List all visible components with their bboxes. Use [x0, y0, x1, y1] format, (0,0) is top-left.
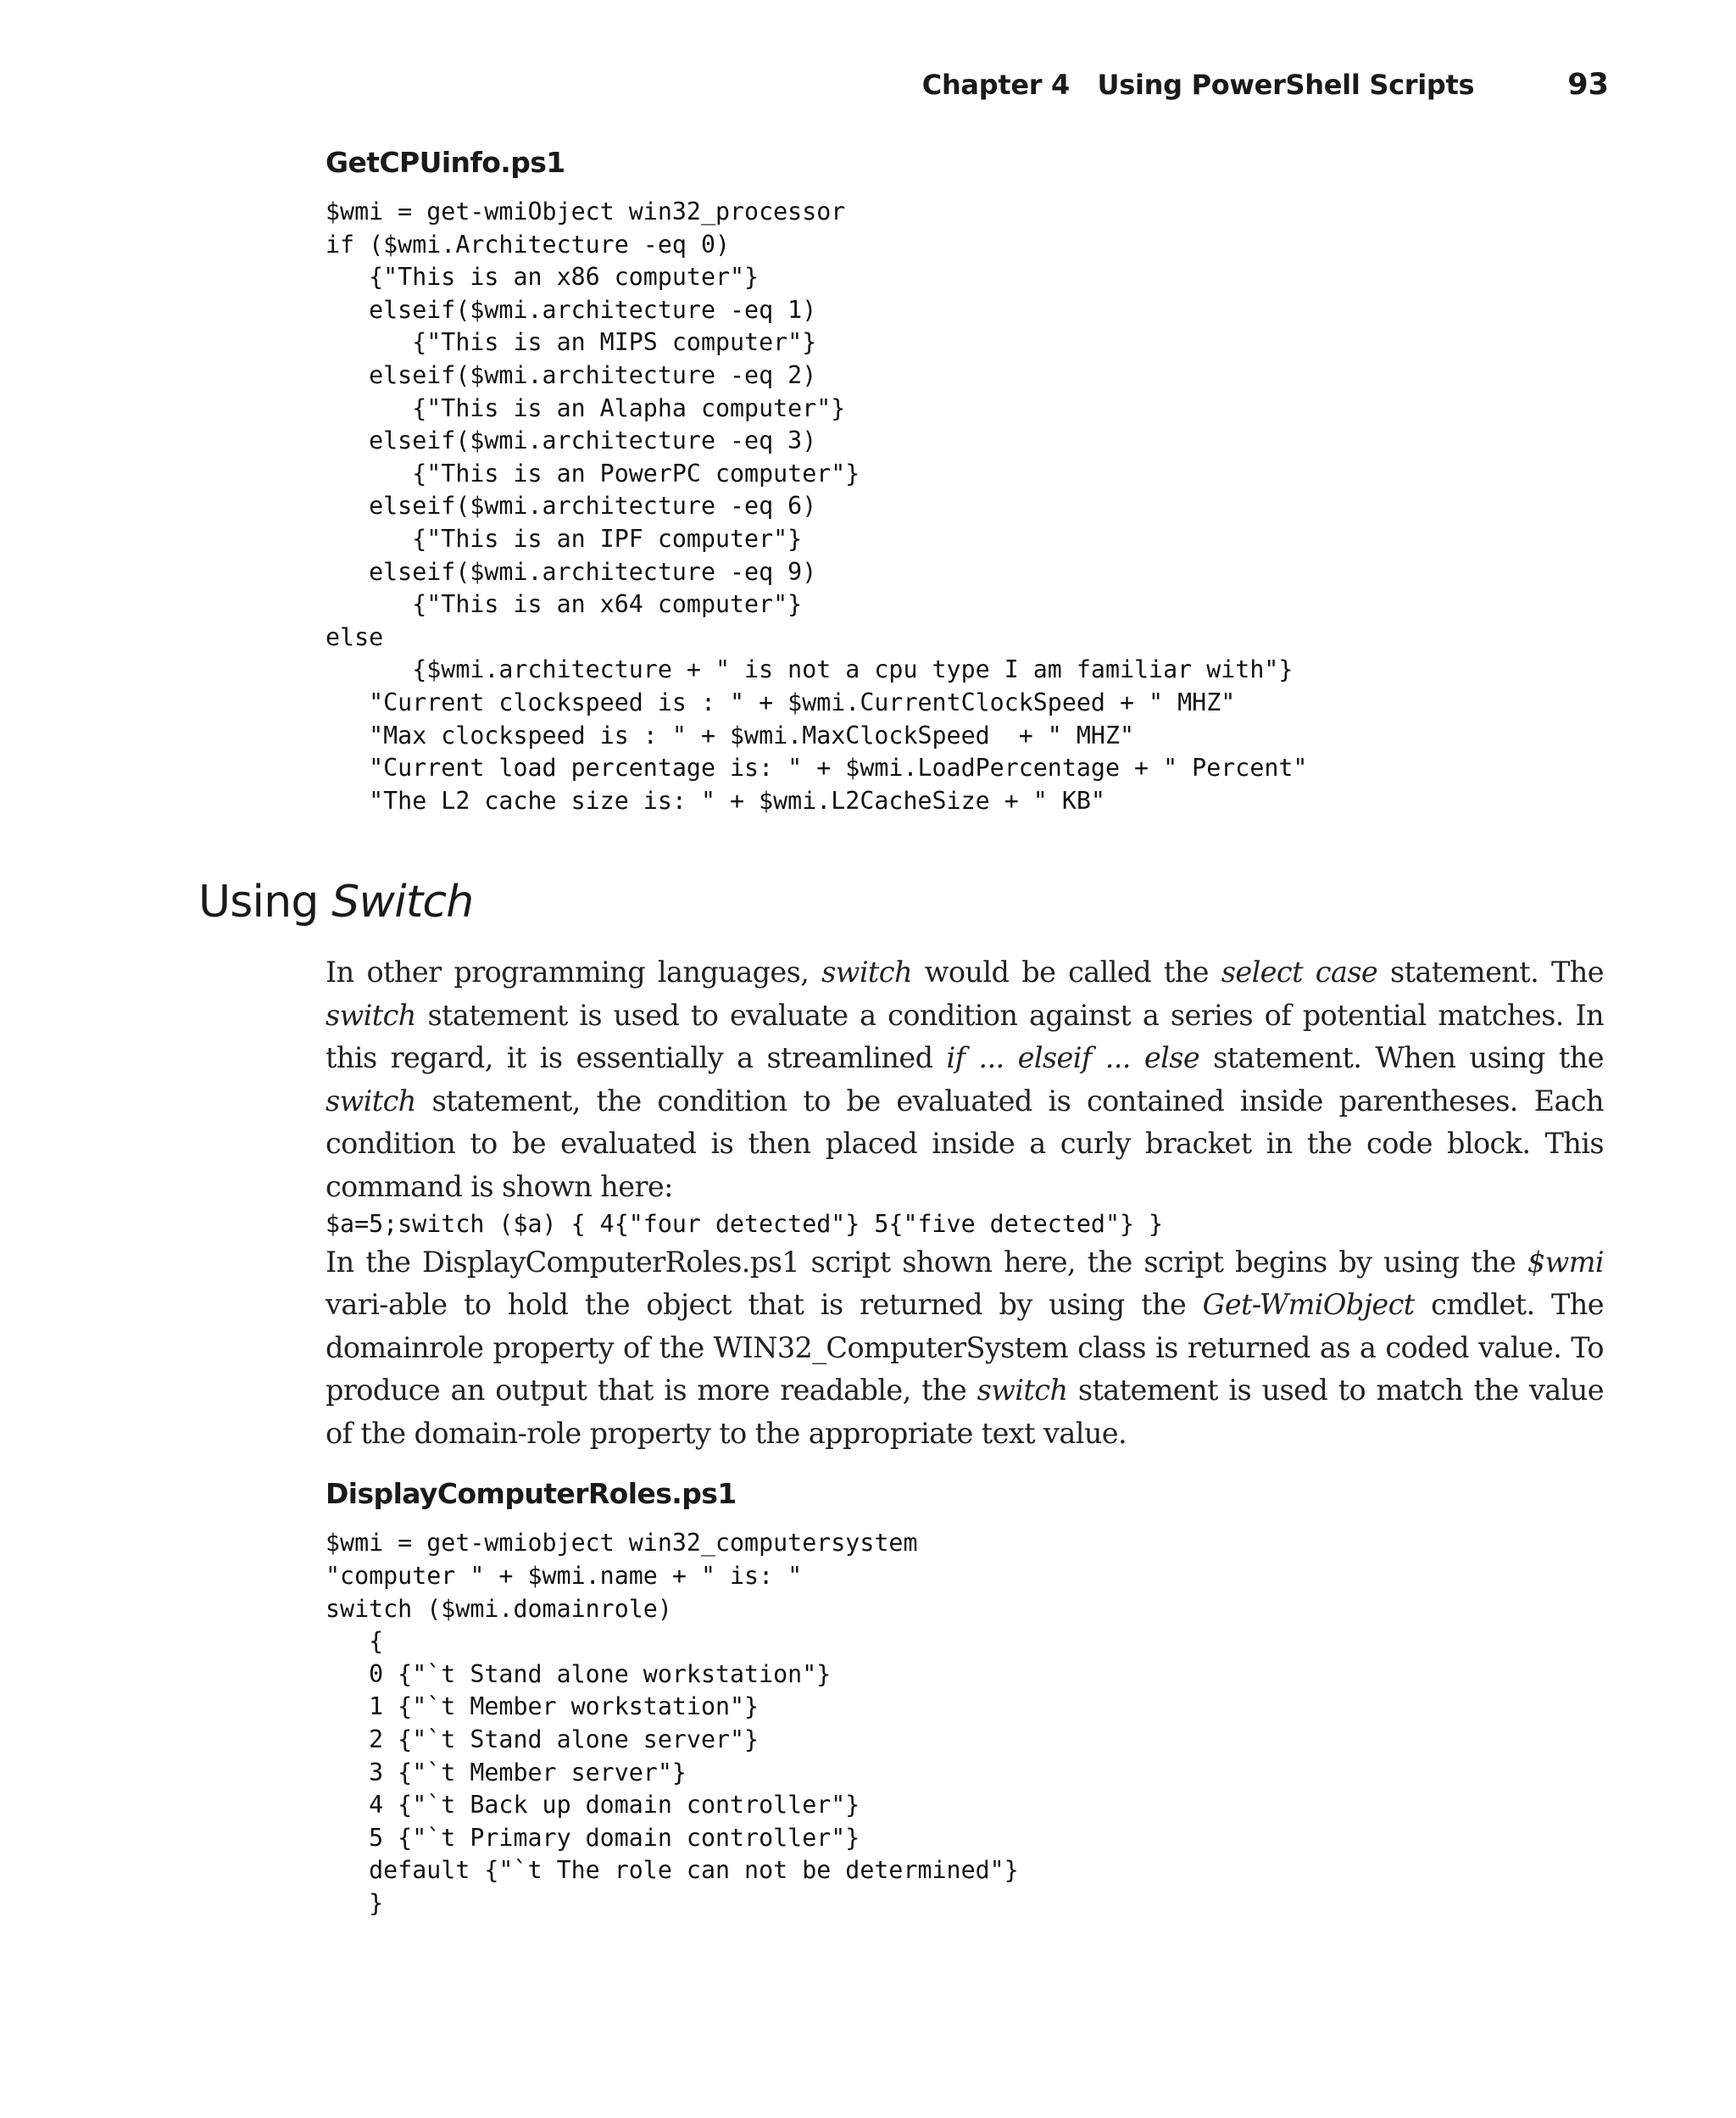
italic-run: switch: [976, 1374, 1068, 1407]
italic-run: $wmi: [1527, 1245, 1604, 1279]
listing-title-getcpuinfo: GetCPUinfo.ps1: [326, 146, 565, 179]
page-header: [922, 68, 1609, 102]
text-run: statement, the condition to be evaluated is contained inside parentheses. Each condition to be evaluated is then placed inside a curly bracket in the code block. This command is shown here:: [326, 1084, 1604, 1203]
page-number: 93: [1567, 68, 1609, 102]
text-run: In other programming languages,: [326, 956, 822, 989]
text-run: cmdlet. The domainrole property of the WIN32_ComputerSystem class is returned as a coded value. To produce an output that is more readable, the: [326, 1288, 1604, 1407]
text-run: statement is used to evaluate a condition against a series of potential matches. In this regard, it is essentially a streamlined: [326, 998, 1604, 1075]
italic-run: switch: [821, 956, 912, 989]
section-heading-italic: Switch: [331, 877, 474, 928]
running-head: Chapter 4 Using PowerShell Scripts: [921, 69, 1475, 101]
italic-run: switch: [326, 1084, 416, 1118]
text-run: statement is used to match the value of the domain-role property to the appropriate text value.: [326, 1374, 1604, 1450]
code-snippet-switch: $a=5;switch ($a) { 4{"four detected"} 5{"five detected"} }: [326, 1210, 1164, 1239]
italic-run: Get-WmiObject: [1202, 1288, 1415, 1322]
italic-run: if ... elseif ... else: [946, 1041, 1200, 1075]
text-run: In the DisplayComputerRoles.ps1 script shown here, the script begins by using the: [326, 1245, 1527, 1279]
listing-title-displaycomputerroles: DisplayComputerRoles.ps1: [326, 1477, 737, 1511]
italic-run: switch: [326, 998, 416, 1032]
paragraph-switch-intro: [326, 951, 1604, 1208]
italic-run: select case: [1221, 956, 1378, 989]
text-run: statement. The: [1377, 956, 1604, 989]
paragraph-display-roles: [326, 1241, 1604, 1456]
section-heading-plain: Using: [198, 877, 332, 928]
text-run: statement. When using the: [1199, 1041, 1604, 1075]
text-run: vari-able to hold the object that is returned by using the: [326, 1288, 1203, 1322]
text-run: would be called the: [911, 956, 1221, 989]
code-listing-displaycomputerroles: $wmi = get-wmiobject win32_computersystem "computer " + $wmi.name + " is: " switch ($wmi.domainrole) { 0 {"`t Stand alone workstation"} 1 {"`t Member workstation"} 2 {"`t Stand alone server"} 3 {"`t Member server"} 4 {"`t Back up domain controller"} 5 {"`t Primary domain controller"} default {"`t The role can not be determined"} }: [326, 1529, 1019, 1917]
section-heading: [198, 877, 1604, 928]
page-content: [198, 146, 1604, 1920]
code-listing-getcpuinfo: $wmi = get-wmiObject win32_processor if ($wmi.Architecture -eq 0) {"This is an x86 computer"} elseif($wmi.architecture -eq 1) {"This is an MIPS computer"} elseif($wmi.architecture -eq 2) {"This is an Alapha computer"} elseif($wmi.architecture -eq 3) {"This is an PowerPC computer"} elseif($wmi.architecture -eq 6) {"This is an IPF computer"} elseif($wmi.architecture -eq 9) {"This is an x64 computer"} else {$wmi.architecture + " is not a cpu type I am familiar with"} "Current clockspeed is : " + $wmi.CurrentClockSpeed + " MHZ" "Max clockspeed is : " + $wmi.MaxClockSpeed + " MHZ" "Current load percentage is: " + $wmi.LoadPercentage + " Percent" "The L2 cache size is: " + $wmi.L2CacheSize + " KB": [326, 198, 1308, 815]
